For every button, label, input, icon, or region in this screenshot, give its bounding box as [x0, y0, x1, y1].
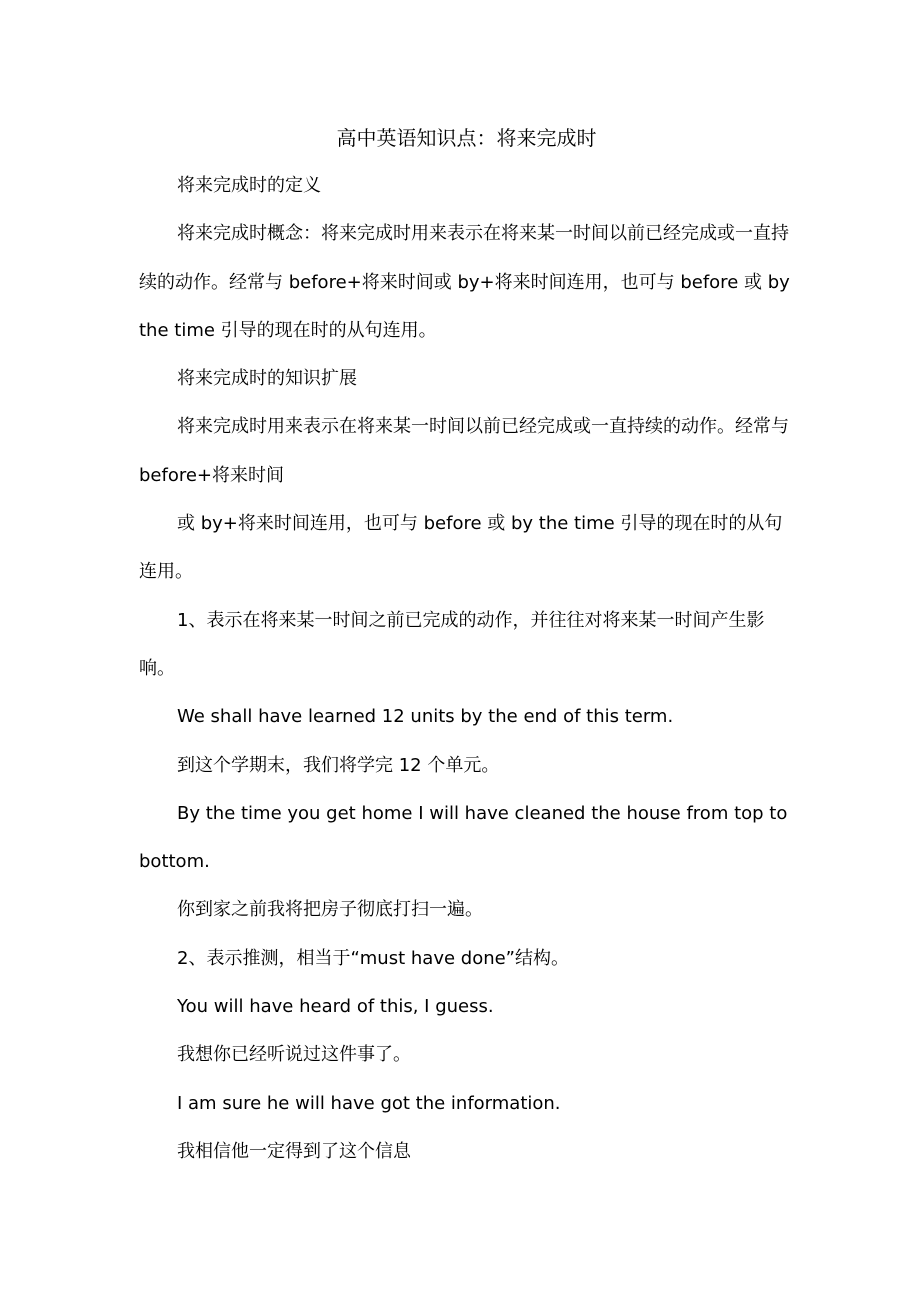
section-heading-extension: 将来完成时的知识扩展 — [177, 368, 357, 390]
section-heading-definition: 将来完成时的定义 — [177, 175, 321, 196]
example-sentence-en: By the time you get home I will have cleaned the house from top to bottom. — [139, 802, 788, 873]
example-sentence-en: I am sure he will have got the information. — [177, 1092, 561, 1114]
example-sentence-zh: 到这个学期末，我们将学完 12 个单元。 — [177, 754, 500, 776]
example-sentence-zh: 你到家之前我将把房子彻底打扫一遍。 — [177, 899, 483, 921]
paragraph-extension-part2: 或 by+将来时间连用，也可与 before 或 by the time 引导的现在时的从句连用。 — [139, 513, 783, 583]
example-sentence-en: We shall have learned 12 units by the end of this term. — [177, 706, 674, 728]
usage-point-2: 2、表示推测，相当于“must have done”结构。 — [177, 947, 570, 969]
paragraph-extension-part1: 将来完成时用来表示在将来某一时间以前已经完成或一直持续的动作。经常与 before+将来时间 — [139, 416, 789, 486]
example-sentence-en: You will have heard of this, I guess. — [177, 996, 494, 1018]
example-sentence-zh: 我相信他一定得到了这个信息 — [177, 1140, 411, 1162]
usage-point-1: 1、表示在将来某一时间之前已完成的动作，并往往对将来某一时间产生影响。 — [139, 609, 765, 679]
document-title: 高中英语知识点：将来完成时 — [336, 126, 597, 150]
document-body — [139, 114, 794, 1176]
example-sentence-zh: 我想你已经听说过这件事了。 — [177, 1044, 411, 1066]
paragraph-concept: 将来完成时概念：将来完成时用来表示在将来某一时间以前已经完成或一直持续的动作。经常与 before+将来时间或 by+将来时间连用，也可与 before 或 by the time 引导的现在时的从句连用。 — [139, 223, 790, 341]
